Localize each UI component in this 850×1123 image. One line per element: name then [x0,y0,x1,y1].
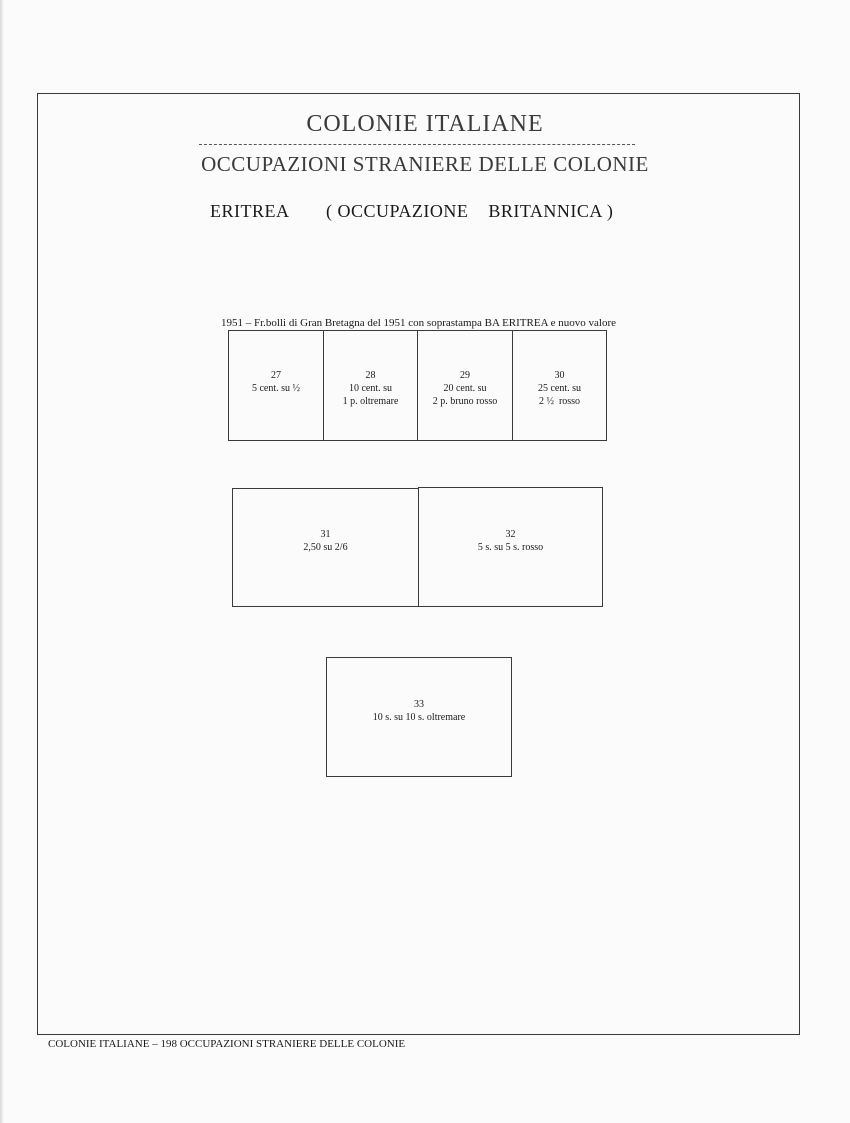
stamp-box-27 [228,330,324,441]
stamp-box-31 [232,488,419,607]
stamp-description: 1 p. oltremare [342,396,399,407]
stamp-description: 2,50 su 2/6 [303,542,348,553]
stamp-description: 25 cent. su [537,383,582,394]
stamp-number: 32 [505,529,516,540]
stamp-box-32 [418,487,603,607]
dashed-divider [199,144,635,145]
section-country: ERITREA [210,201,290,221]
stamp-number: 29 [460,370,470,381]
stamp-description: 5 s. su 5 s. rosso [477,542,544,553]
stamp-number: 31 [320,529,331,540]
stamp-description: 10 s. su 10 s. oltremare [372,712,466,723]
stamp-number: 27 [271,370,281,381]
issue-caption: 1951 – Fr.bolli di Gran Bretagna del 1951 con soprastampa BA ERITREA e nuovo valore [221,317,617,329]
stamp-box-28 [323,330,418,441]
section-occupation: ( OCCUPAZIONE BRITANNICA ) [326,201,614,221]
page-subtitle: OCCUPAZIONI STRANIERE DELLE COLONIE [201,152,649,176]
page-footer: COLONIE ITALIANE – 198 OCCUPAZIONI STRANIERE DELLE COLONIE [48,1038,406,1050]
stamp-number: 30 [554,370,565,381]
stamp-number: 28 [365,370,376,381]
stamp-number: 33 [414,699,424,710]
stamp-box-30 [512,330,607,441]
stamp-description: 20 cent. su [443,383,487,394]
stamp-description: 2 p. bruno rosso [432,396,498,407]
stamp-description: 5 cent. su ½ [251,383,301,394]
stamp-description: 10 cent. su [348,383,393,394]
stamp-box-33 [326,657,512,777]
page-title: COLONIE ITALIANE [306,111,544,137]
stamp-box-29 [417,330,513,441]
stamp-description: 2 ½ rosso [538,396,581,407]
